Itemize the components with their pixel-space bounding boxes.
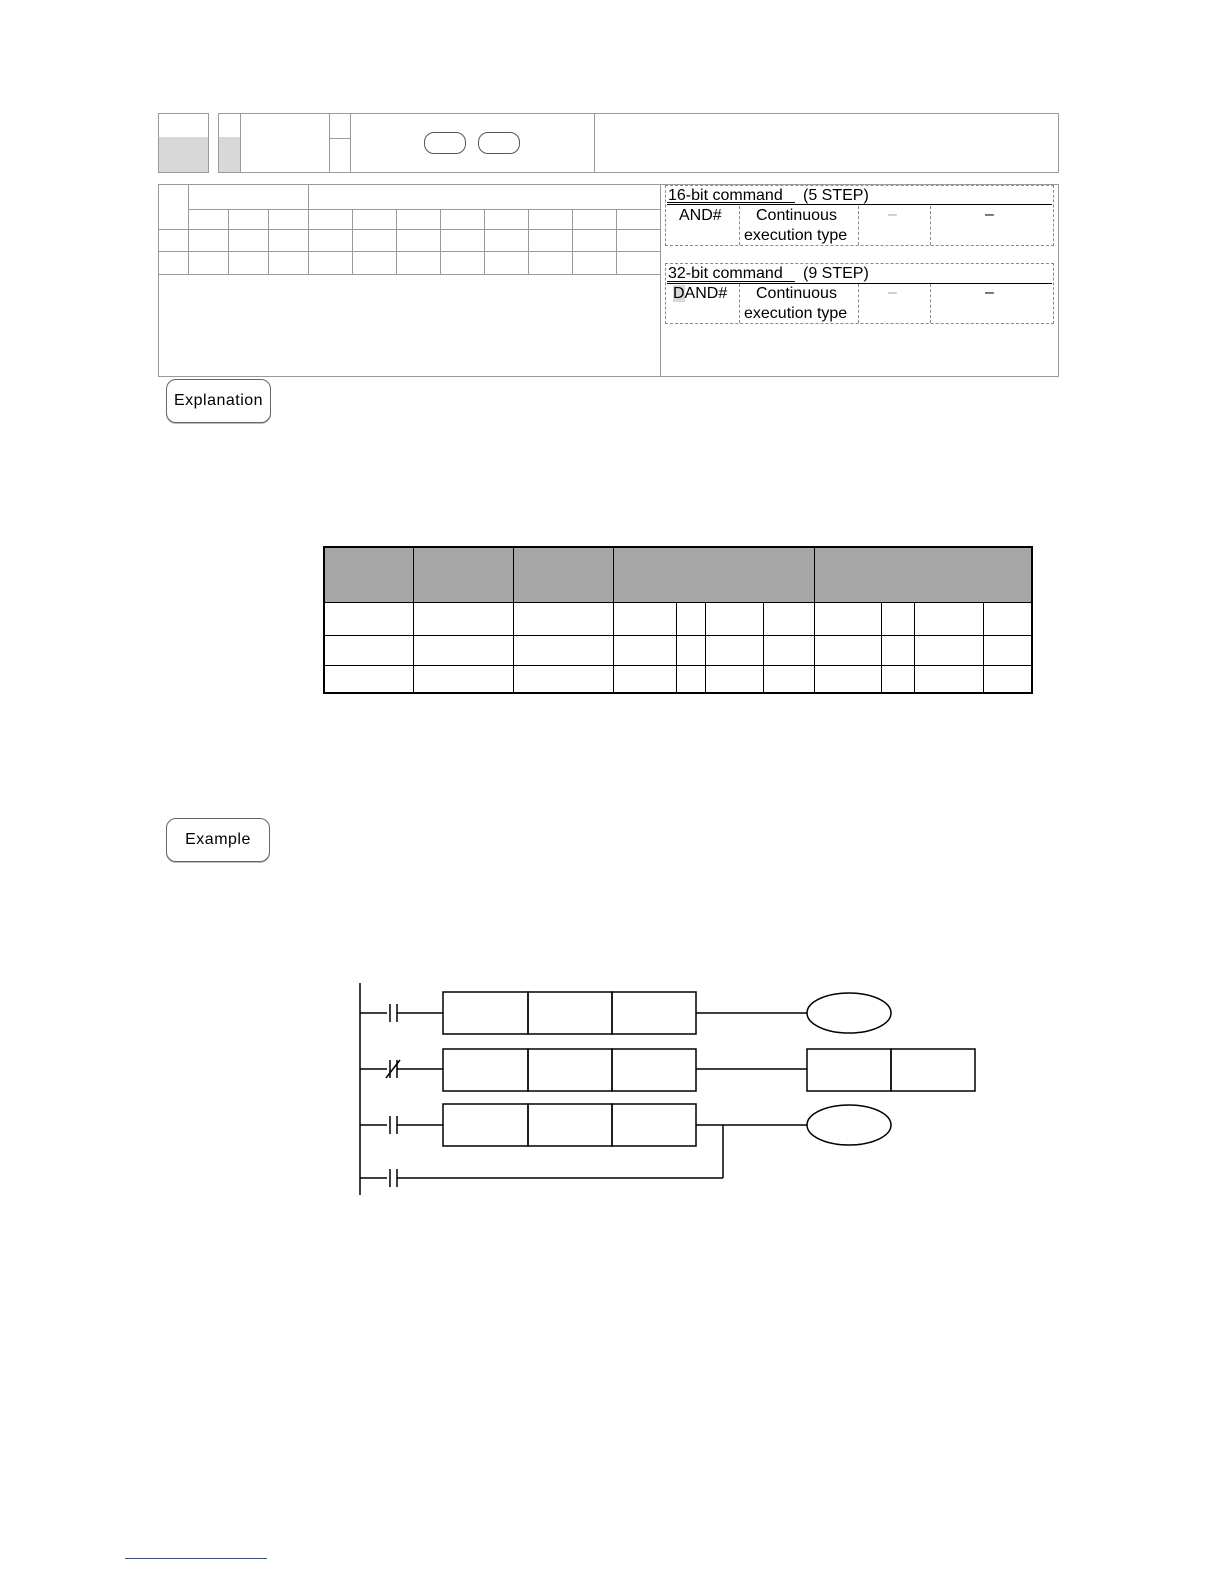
- compare-block-3c: [612, 1104, 696, 1146]
- rung-1: [360, 992, 891, 1034]
- table-cell: [677, 665, 706, 693]
- command-32-title: 32-bit command: [668, 265, 783, 282]
- explanation-label-text: Explanation: [173, 392, 264, 409]
- table-cell: [677, 635, 706, 665]
- command-16-type-line2: execution type: [744, 227, 848, 244]
- rung-2: [360, 1049, 975, 1091]
- example-label: [166, 818, 270, 862]
- table-cell: [915, 665, 984, 693]
- compare-block-3b: [528, 1104, 612, 1146]
- table-cell: [881, 635, 915, 665]
- explanation-label: [166, 379, 271, 423]
- table-cell: [814, 665, 881, 693]
- table-cell: [613, 635, 677, 665]
- command-32-type-line1: Continuous: [756, 285, 837, 302]
- table-cell: [324, 635, 413, 665]
- operand-table: [323, 546, 1033, 694]
- api-number-shade: [159, 137, 208, 172]
- grid-line: [352, 209, 353, 274]
- command-16-sep-1: [739, 206, 740, 245]
- table-cell: [984, 665, 1032, 693]
- header-cell: [413, 547, 514, 602]
- table-cell: [413, 635, 514, 665]
- compare-block-1a: [443, 992, 528, 1034]
- grid-line: [159, 251, 660, 252]
- grid-line: [440, 209, 441, 274]
- operand-table-row: [324, 635, 1032, 665]
- grid-line: [268, 209, 269, 274]
- table-cell: [413, 665, 514, 693]
- command-16-title-underline: [667, 202, 795, 203]
- command-16-title: 16-bit command: [668, 187, 783, 204]
- table-cell: [324, 665, 413, 693]
- table-cell: [764, 602, 815, 635]
- operands-divider-v: [350, 113, 351, 173]
- mnemonic-shade: [219, 137, 240, 172]
- mnemonic-divider: [240, 113, 241, 173]
- command-32-col3: –: [888, 284, 897, 301]
- header-cell: [324, 547, 413, 602]
- header-cell: [613, 547, 814, 602]
- table-cell: [881, 602, 915, 635]
- command-16-col4: –: [985, 206, 994, 223]
- table-cell: [814, 635, 881, 665]
- panel-divider: [660, 185, 661, 376]
- footer-link-rule: [125, 1558, 267, 1559]
- example-label-text: Example: [185, 831, 251, 848]
- grid-line: [308, 184, 309, 274]
- command-16-underline: [667, 204, 1052, 205]
- table-cell: [324, 602, 413, 635]
- table-cell: [764, 665, 815, 693]
- table-cell: [915, 602, 984, 635]
- command-16-steps: (5 STEP): [803, 187, 869, 204]
- command-32-type-line2: execution type: [744, 305, 848, 322]
- table-cell: [613, 602, 677, 635]
- compare-block-2a: [443, 1049, 528, 1091]
- command-32-col4: –: [985, 284, 994, 301]
- grid-line: [572, 209, 573, 274]
- table-cell: [514, 665, 614, 693]
- command-16-sep-3: [930, 206, 931, 245]
- command-16-sep-2: [858, 206, 859, 245]
- command-32-sep-1: [739, 284, 740, 323]
- grid-line: [159, 274, 660, 275]
- command-16-type-line1: Continuous: [756, 207, 837, 224]
- operand-pill-1: [424, 132, 466, 154]
- command-16-mnemonic: AND#: [679, 207, 722, 224]
- table-cell: [706, 635, 764, 665]
- compare-block-1b: [528, 992, 612, 1034]
- command-32-steps: (9 STEP): [803, 265, 869, 282]
- command-32-title-underline: [667, 281, 795, 282]
- compare-block-2b: [528, 1049, 612, 1091]
- grid-line: [159, 229, 660, 230]
- output-instruction-b: [891, 1049, 975, 1091]
- compare-block-3a: [443, 1104, 528, 1146]
- command-32-sep-3: [930, 284, 931, 323]
- grid-line: [188, 184, 189, 274]
- table-cell: [764, 635, 815, 665]
- command-32-sep-2: [858, 284, 859, 323]
- table-cell: [915, 635, 984, 665]
- grid-line: [396, 209, 397, 274]
- ladder-diagram: [340, 975, 1000, 1205]
- table-cell: [984, 635, 1032, 665]
- grid-line: [528, 209, 529, 274]
- grid-line: [484, 209, 485, 274]
- table-cell: [706, 665, 764, 693]
- operand-table-row: [324, 602, 1032, 635]
- operand-table-row: [324, 665, 1032, 693]
- compare-block-1c: [612, 992, 696, 1034]
- grid-line: [616, 209, 617, 274]
- command-32-mnemonic: DAND#: [673, 285, 728, 302]
- header-cell: [814, 547, 1032, 602]
- grid-line: [228, 209, 229, 274]
- header-cell: [514, 547, 614, 602]
- table-cell: [984, 602, 1032, 635]
- table-cell: [413, 602, 514, 635]
- grid-line: [188, 209, 660, 210]
- table-cell: [514, 635, 614, 665]
- function-description-cell: [594, 113, 1059, 173]
- table-cell: [881, 665, 915, 693]
- rung-3: [360, 1104, 891, 1146]
- output-coil-2: [807, 1105, 891, 1145]
- table-cell: [814, 602, 881, 635]
- table-cell: [613, 665, 677, 693]
- table-cell: [706, 602, 764, 635]
- command-16-col3: –: [888, 206, 897, 223]
- compare-block-2c: [612, 1049, 696, 1091]
- table-cell: [514, 602, 614, 635]
- output-coil-1: [807, 993, 891, 1033]
- output-instruction-a: [807, 1049, 891, 1091]
- operands-divider-h: [330, 138, 350, 139]
- operand-table-header: [324, 547, 1032, 602]
- rung-4-branch: [360, 1125, 723, 1187]
- table-cell: [677, 602, 706, 635]
- operand-pill-2: [478, 132, 520, 154]
